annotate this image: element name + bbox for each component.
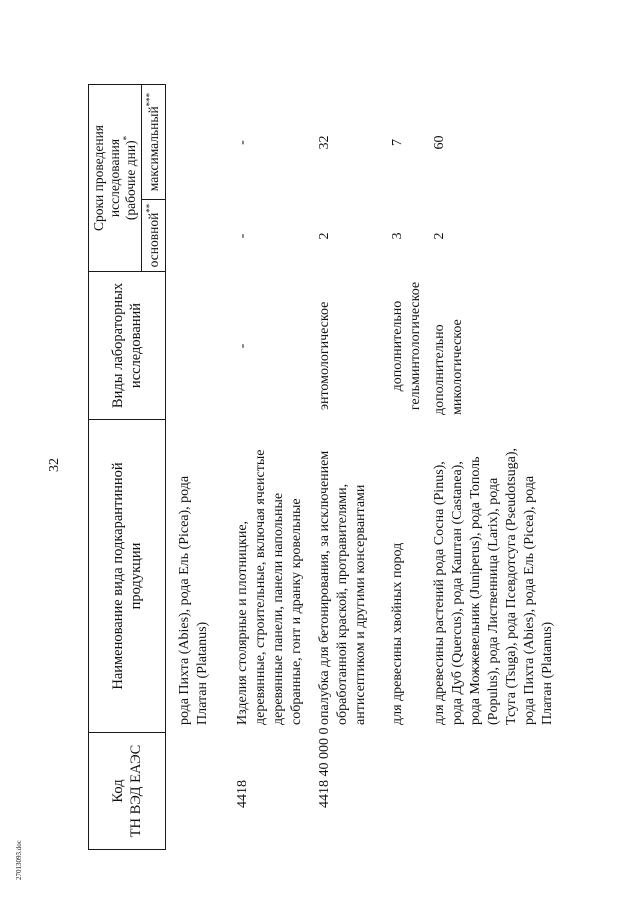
header-product-name bbox=[89, 420, 166, 733]
term-max: 60 bbox=[432, 135, 447, 150]
footnote-mark: * bbox=[121, 135, 132, 141]
text-line: дополнительно bbox=[390, 300, 405, 392]
lab-test-type bbox=[431, 272, 557, 420]
text-line: опалубка для бетонирования, за исключением bbox=[317, 450, 332, 725]
header-terms bbox=[89, 85, 142, 272]
header-term-basic-label: основной bbox=[145, 212, 161, 268]
table-header bbox=[88, 84, 166, 850]
term-max: 7 bbox=[390, 139, 405, 146]
footnote-mark: *** bbox=[144, 92, 154, 107]
hs-code bbox=[176, 733, 212, 850]
hs-code: 4418 40 000 0 bbox=[317, 727, 332, 808]
text-line: Тсуга (Tsuga), рода Псевдотсуга (Pseudotsuga), bbox=[504, 447, 519, 725]
text-line: микологическое bbox=[450, 319, 465, 415]
product-name bbox=[316, 420, 370, 733]
footnote-mark: ** bbox=[144, 203, 154, 213]
product-name bbox=[176, 420, 212, 733]
table-row bbox=[176, 85, 212, 850]
header-code-line: Код bbox=[110, 779, 126, 803]
header-terms-line: Сроки проведения bbox=[91, 124, 106, 232]
header-lab-line: Виды лабораторных bbox=[110, 282, 126, 409]
lab-test-type bbox=[234, 272, 306, 420]
text-line: собранные, гонт и дранку кровельные bbox=[289, 498, 304, 725]
header-row-main bbox=[89, 85, 142, 850]
product-name bbox=[431, 420, 557, 733]
header-lab-tests bbox=[89, 272, 166, 420]
text-line: деревянные панели, панели напольные bbox=[271, 492, 286, 725]
header-terms-line: исследования bbox=[107, 138, 122, 218]
table-row bbox=[431, 85, 557, 850]
table-row bbox=[234, 85, 306, 850]
text-line: Платан (Platanus) bbox=[195, 621, 210, 725]
table-row bbox=[389, 85, 425, 850]
header-lab-line: исследований bbox=[128, 302, 144, 389]
header-code-line: ТН ВЭД ЕАЭС bbox=[128, 744, 144, 838]
text-line: Платан (Platanus) bbox=[540, 621, 555, 725]
text-line: (Populus), рода Лиственница (Larix), рода bbox=[486, 477, 501, 725]
text-line: рода Пихта (Abies), рода Ель (Picea), рода bbox=[177, 475, 192, 725]
term-basic: - bbox=[235, 233, 250, 239]
text-line: деревянные, строительные, включая ячеистые bbox=[253, 449, 268, 725]
text-line: для древесины хвойных пород bbox=[390, 542, 405, 725]
page-number: 32 bbox=[47, 458, 62, 472]
term-basic: 2 bbox=[432, 232, 447, 240]
product-name bbox=[389, 420, 425, 733]
header-term-max bbox=[142, 85, 166, 200]
file-name: 27013093.doc bbox=[15, 840, 23, 880]
lab-test-type bbox=[389, 272, 425, 420]
term-max: 32 bbox=[317, 135, 332, 150]
text-line: антисептиком и другими консервантами bbox=[353, 484, 368, 725]
term-basic: 3 bbox=[390, 232, 405, 240]
text-line: дополнительно bbox=[432, 324, 447, 415]
product-name bbox=[234, 420, 306, 733]
hs-code bbox=[431, 733, 557, 850]
text-line: обработанной краской, протравителями, bbox=[335, 483, 350, 725]
header-term-basic bbox=[142, 200, 166, 272]
header-name-line: Наименование вида подкарантинной bbox=[110, 462, 126, 690]
header-code bbox=[89, 733, 166, 850]
text-line: рода Можжевельник (Juniperus), рода Тополь bbox=[468, 456, 483, 725]
term-basic: 2 bbox=[317, 232, 332, 240]
table-row bbox=[316, 85, 370, 850]
text-line: энтомологическое bbox=[317, 301, 332, 410]
text-line: для древесины растений рода Сосна (Pinus), bbox=[432, 461, 447, 725]
text-line: гельминтологическое bbox=[408, 281, 423, 411]
header-term-max-label: максимальный bbox=[145, 106, 161, 192]
header-terms-line bbox=[123, 85, 139, 271]
term-max: - bbox=[235, 140, 250, 145]
hs-code bbox=[389, 733, 425, 850]
term-basic bbox=[176, 200, 212, 272]
header-terms-text: (рабочие дни) bbox=[123, 140, 138, 221]
lab-test-type bbox=[316, 272, 370, 420]
text-line: рода Пихта (Abies), рода Ель (Picea), рода bbox=[522, 475, 537, 725]
text-line: - bbox=[235, 343, 250, 349]
lab-test-type bbox=[176, 272, 212, 420]
text-line: Изделия столярные и плотницкие, bbox=[235, 520, 250, 725]
text-line: рода Дуб (Quercus), рода Каштан (Castanea), bbox=[450, 461, 465, 725]
hs-code: 4418 bbox=[235, 780, 250, 808]
header-name-line: продукции bbox=[128, 542, 144, 610]
term-max bbox=[176, 85, 212, 200]
